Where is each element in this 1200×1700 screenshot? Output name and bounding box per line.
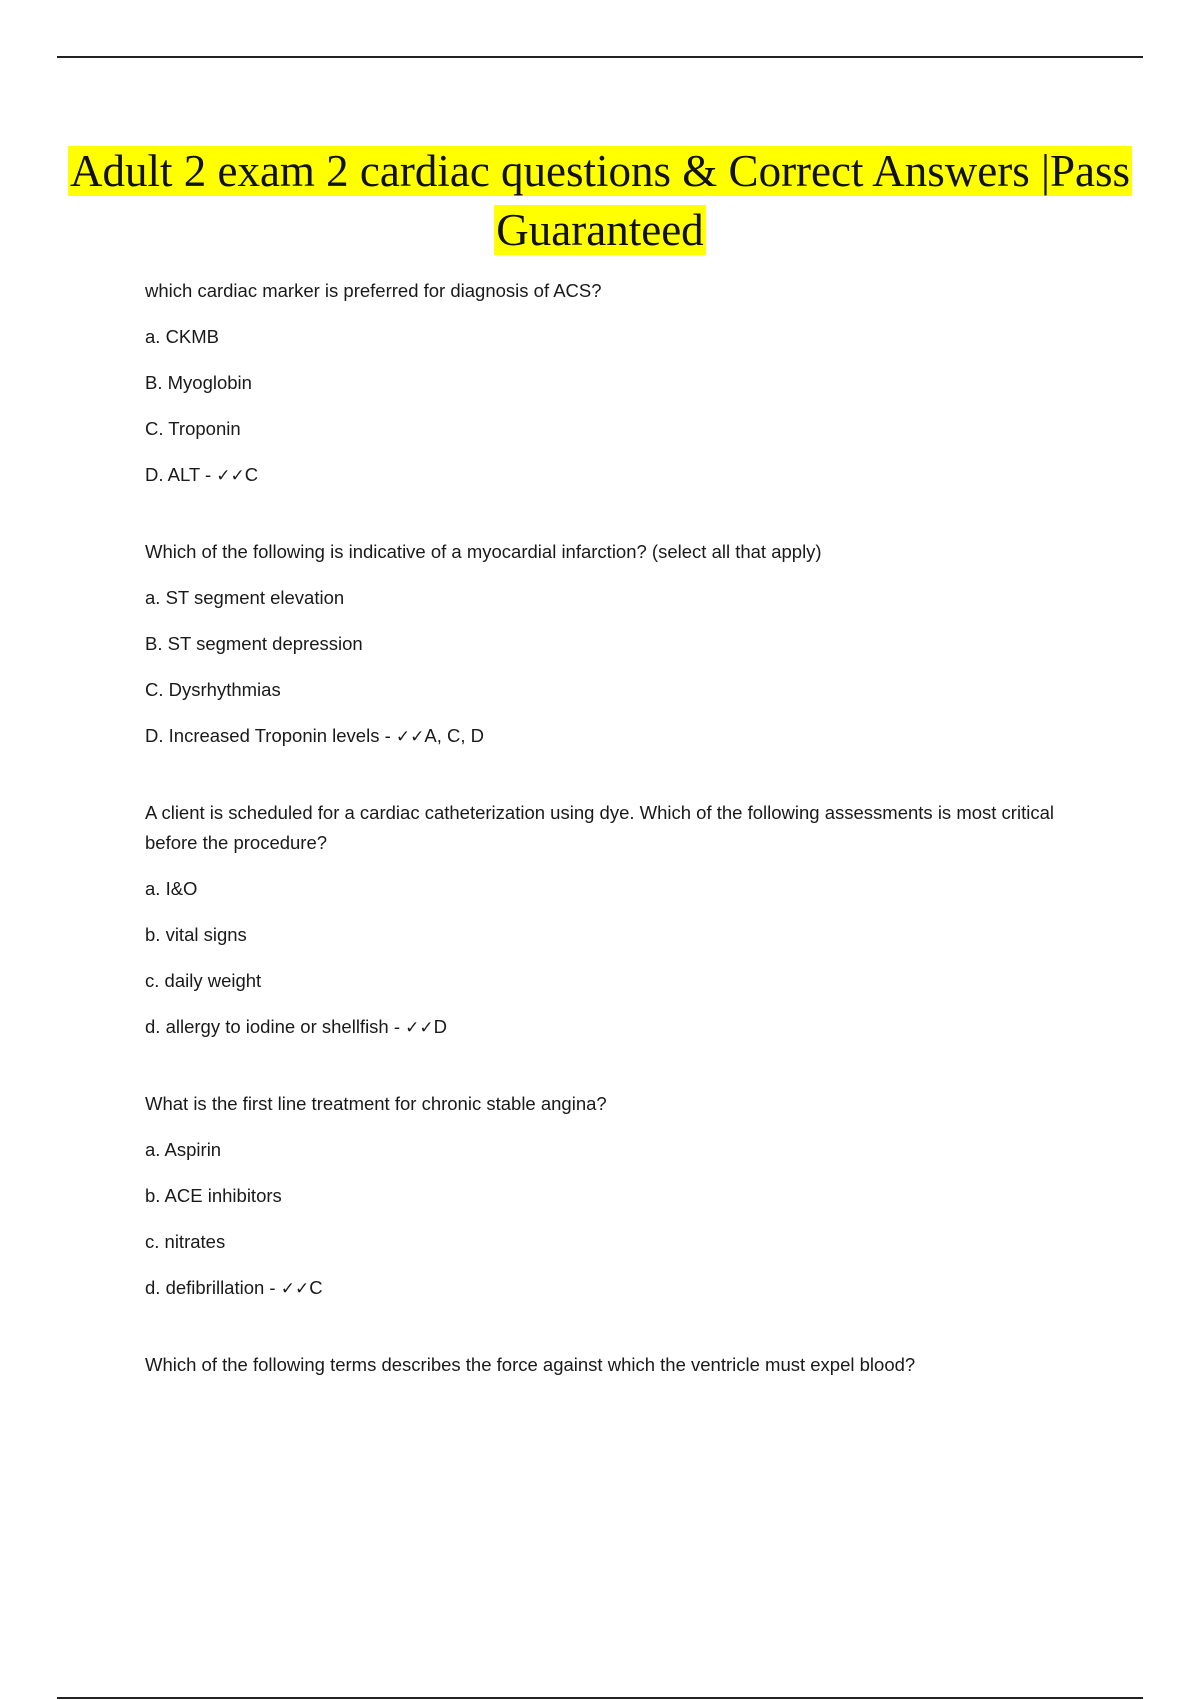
question-text: A client is scheduled for a cardiac catheterization using dye. Which of the following assessments is most critical before the procedure? bbox=[145, 802, 1054, 853]
question-list bbox=[145, 276, 1105, 1396]
option-c: C. Troponin bbox=[145, 418, 241, 439]
question-block-5 bbox=[145, 1350, 1105, 1380]
option-a: a. Aspirin bbox=[145, 1139, 222, 1160]
answer-key: D bbox=[433, 1016, 448, 1037]
option-a: a. CKMB bbox=[145, 326, 220, 347]
question-block-4 bbox=[145, 1089, 1105, 1304]
option-d-with-answer bbox=[145, 1273, 1105, 1304]
option-d-with-answer bbox=[145, 460, 1105, 491]
option-c: C. Dysrhythmias bbox=[145, 679, 281, 700]
option-b: B. ST segment depression bbox=[145, 633, 363, 654]
question-text: What is the first line treatment for chronic stable angina? bbox=[145, 1093, 607, 1114]
top-rule bbox=[57, 56, 1143, 58]
answer-key: C bbox=[244, 464, 259, 485]
option-b: b. ACE inhibitors bbox=[145, 1185, 282, 1206]
double-check-icon: ✓✓ bbox=[280, 1279, 310, 1299]
option-a: a. I&O bbox=[145, 878, 198, 899]
question-block-1 bbox=[145, 276, 1105, 491]
question-block-2 bbox=[145, 537, 1105, 752]
question-block-3 bbox=[145, 798, 1105, 1043]
double-check-icon: ✓✓ bbox=[405, 1018, 434, 1038]
answer-key: A, C, D bbox=[424, 725, 485, 746]
title-highlight: Adult 2 exam 2 cardiac questions & Correct Answers |Pass Guaranteed bbox=[69, 146, 1131, 255]
answer-key: C bbox=[309, 1277, 323, 1298]
option-c: c. nitrates bbox=[145, 1231, 226, 1252]
option-d-with-answer bbox=[145, 1012, 1105, 1043]
option-d-text: D. ALT - bbox=[145, 464, 217, 485]
option-b: b. vital signs bbox=[145, 924, 247, 945]
option-d-text: D. Increased Troponin levels - bbox=[145, 725, 396, 746]
double-check-icon: ✓✓ bbox=[216, 466, 245, 486]
question-text: Which of the following terms describes the force against which the ventricle must expel blood? bbox=[145, 1354, 916, 1375]
option-d-text: d. allergy to iodine or shellfish - bbox=[145, 1016, 406, 1037]
double-check-icon: ✓✓ bbox=[395, 727, 425, 747]
option-c: c. daily weight bbox=[145, 970, 262, 991]
option-d-text: d. defibrillation - bbox=[145, 1277, 281, 1298]
document-title bbox=[60, 142, 1140, 260]
bottom-rule bbox=[57, 1697, 1143, 1699]
question-text: which cardiac marker is preferred for diagnosis of ACS? bbox=[145, 280, 602, 301]
question-text: Which of the following is indicative of a myocardial infarction? (select all that apply) bbox=[145, 541, 822, 562]
option-b: B. Myoglobin bbox=[145, 372, 252, 393]
option-d-with-answer bbox=[145, 721, 1105, 752]
option-a: a. ST segment elevation bbox=[145, 587, 345, 608]
